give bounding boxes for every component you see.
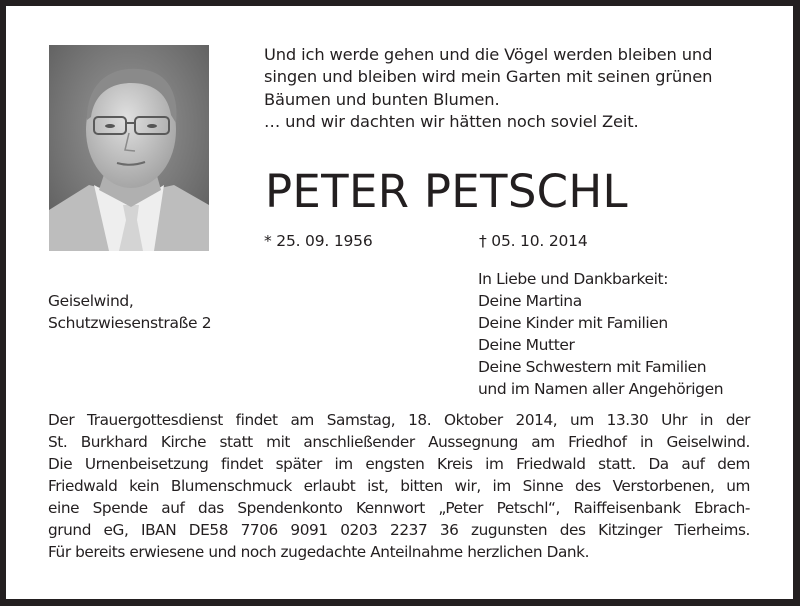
mourners-heading: In Liebe und Dankbarkeit: xyxy=(478,270,669,288)
mourner-item: Deine Schwestern mit Familien xyxy=(478,358,707,376)
mourner-item: Deine Martina xyxy=(478,292,582,310)
address-line: Schutzwiesenstraße 2 xyxy=(48,314,212,332)
mourner-item: Deine Kinder mit Familien xyxy=(478,314,668,332)
notice-line: Friedwald kein Blumenschmuck erlaubt ist, bitten wir, im Sinne des Verstorbenen, um xyxy=(48,477,750,495)
poem-line: Und ich werde gehen und die Vögel werden bleiben und xyxy=(264,45,713,64)
poem-line: Bäumen und bunten Blumen. xyxy=(264,89,500,109)
notice-line: Der Trauergottesdienst findet am Samstag, 18. Oktober 2014, um 13.30 Uhr in der xyxy=(48,411,750,429)
funeral-notice-text xyxy=(48,409,750,563)
poem-line: … und wir dachten wir hätten noch soviel Zeit. xyxy=(264,111,639,131)
mourner-item: Deine Mutter xyxy=(478,336,575,354)
notice-line: grund eG, IBAN DE58 7706 9091 0203 2237 36 zugunsten des Kitzinger Tierheims. xyxy=(48,521,750,539)
mourners-list xyxy=(478,268,723,400)
notice-line: St. Burkhard Kirche statt mit anschließender Aussegnung am Friedhof in Geiselwind. xyxy=(48,433,750,451)
poem-line: singen und bleiben wird mein Garten mit seinen grünen xyxy=(264,67,713,87)
family-address xyxy=(48,290,211,334)
notice-line: eine Spende auf das Spendenkonto Kennwort „Peter Petschl“, Raiffeisenbank Ebrach- xyxy=(48,499,750,517)
deceased-name: PETER PETSCHL xyxy=(265,165,628,218)
birth-date: * 25. 09. 1956 xyxy=(264,232,373,250)
death-date: † 05. 10. 2014 xyxy=(479,232,588,250)
poem-quote xyxy=(264,44,784,133)
notice-line: Die Urnenbeisetzung findet später im engsten Kreis im Friedwald statt. Da auf dem xyxy=(48,455,750,473)
obituary-notice xyxy=(6,6,793,599)
address-line: Geiselwind, xyxy=(48,292,134,310)
mourner-item: und im Namen aller Angehörigen xyxy=(478,380,724,398)
notice-line: Für bereits erwiesene und noch zugedachte Anteilnahme herzlichen Dank. xyxy=(48,543,590,561)
portrait-photo xyxy=(49,45,209,251)
